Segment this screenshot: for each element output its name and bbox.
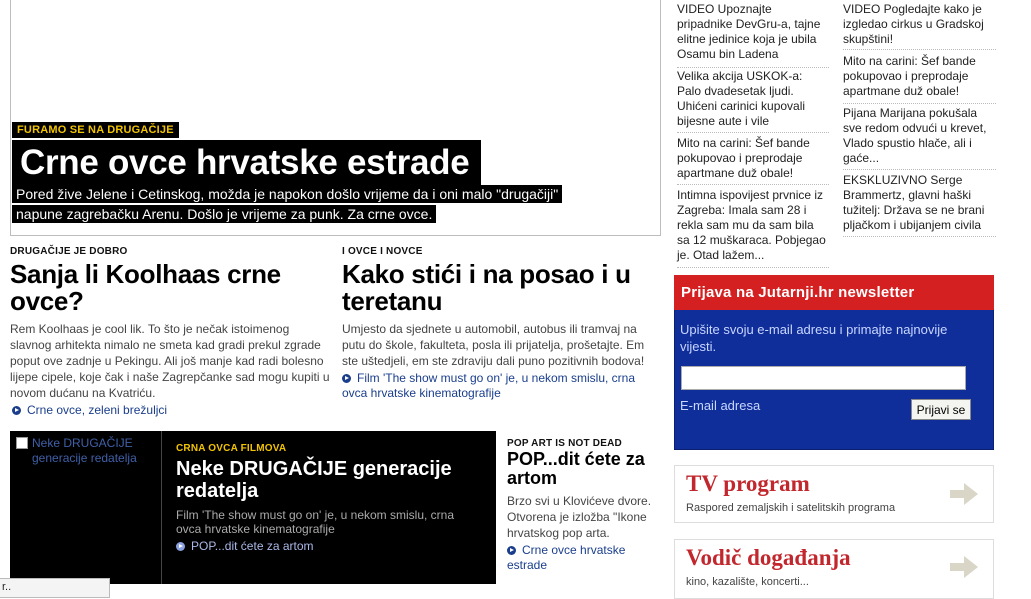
article-left-kicker: DRUGAČIJE JE DOBRO: [10, 246, 128, 257]
thumbnail-alt-text[interactable]: Neke DRUGAČIJE generacije redatelja: [32, 436, 137, 465]
news-link[interactable]: Pijana Marijana pokušala sve redom odvući u krevet, Vlado spustio hlače, ali i gaće...: [843, 106, 996, 170]
news-link[interactable]: Mito na carini: Šef bande pokupovao i preprodaje apartmane duž obale!: [843, 54, 996, 104]
hero-kicker: FURAMO SE NA DRUGAČIJE: [12, 122, 179, 138]
event-guide-title[interactable]: Vodič događanja: [686, 545, 851, 570]
news-link[interactable]: Mito na carini: Šef bande pokupovao i preprodaje apartmane duž obale!: [677, 136, 829, 185]
tv-program-subtitle: Raspored zemaljskih i satelitskih programa: [686, 502, 896, 514]
article-right-body: Umjesto da sjednete u automobil, autobus ili tramvaj na putu do škole, fakulteta, posla ili prijatelja, prošetajte. Em ste uštedjeli, em ste zdraviju dali puno pozitivnih bodova!: [342, 322, 645, 368]
related-link-text[interactable]: Crne ovce, zeleni brežuljci: [27, 403, 168, 417]
news-link[interactable]: Intimna ispovijest prvnice iz Zagreba: Imala sam 28 i rekla sam mu da sam bila sa 12 muškaraca. Pobjegao je. Otad lažem...: [677, 188, 829, 268]
bullet-arrow-icon: [342, 374, 351, 383]
hero-subtitle-text: Pored žive Jelene i Cetinskog, možda je napokon došlo vrijeme da i oni malo "drugačiji" napune zagrebačku Arenu. Došlo je vrijeme za punk. Za crne ovce.: [12, 185, 562, 223]
news-link[interactable]: EKSKLUZIVNO Serge Brammertz, glavni haški tužitelj: Država se ne brani pljačkom i ubijanjem civila: [843, 173, 996, 237]
event-guide-subtitle: kino, kazalište, koncerti...: [686, 576, 809, 588]
article-right-kicker: I OVCE I NOVCE: [342, 246, 423, 257]
newsletter-title: Prijava na Jutarnji.hr newsletter: [681, 284, 915, 301]
hero-subtitle: [12, 184, 597, 224]
related-link-text[interactable]: Crne ovce hrvatske estrade: [507, 543, 626, 572]
article-pop-title[interactable]: POP...dit ćete za artom: [507, 449, 645, 488]
article-right-title[interactable]: Kako stići i na posao i u teretanu: [342, 259, 631, 316]
broken-image-icon: [16, 437, 28, 449]
news-link[interactable]: VIDEO Pogledajte kako je izgledao cirkus u Gradskoj skupštini!: [843, 2, 996, 50]
tv-program-title[interactable]: TV program: [686, 471, 810, 496]
hero-title[interactable]: Crne ovce hrvatske estrade: [12, 140, 481, 187]
bullet-arrow-icon: [12, 406, 21, 415]
black-box-title[interactable]: Neke DRUGAČIJE generacije redatelja: [176, 458, 452, 502]
article-left-related-link[interactable]: [12, 403, 167, 418]
black-box-kicker: CRNA OVCA FILMOVA: [176, 443, 287, 454]
arrow-right-icon[interactable]: [948, 480, 980, 508]
newsletter-email-input[interactable]: [681, 366, 966, 390]
article-pop-kicker: POP ART IS NOT DEAD: [507, 438, 622, 449]
newsletter-subscribe-button[interactable]: Prijavi se: [911, 399, 971, 420]
article-pop-body: Brzo svi u Klovićeve dvore. Otvorena je izložba "Ikone hrvatskog pop arta.: [507, 494, 652, 540]
arrow-right-icon[interactable]: [948, 553, 980, 581]
status-tooltip: r..: [0, 578, 110, 598]
article-pop-related-link[interactable]: [507, 543, 657, 573]
bullet-arrow-icon: [507, 546, 516, 555]
article-left-title[interactable]: Sanja li Koolhaas crne ovce?: [10, 259, 281, 316]
news-link[interactable]: Velika akcija USKOK-a: Palo dvadesetak ljudi. Uhićeni carinici kupovali bijesne aute i vile: [677, 68, 829, 133]
news-link[interactable]: VIDEO Upoznajte pripadnike DevGru-a, tajne elitne jedinice koja je ubila Osamu bin Ladena: [677, 2, 829, 68]
related-link-text[interactable]: POP...dit ćete za artom: [191, 539, 314, 553]
bullet-arrow-icon: [176, 542, 185, 551]
related-link-text[interactable]: Film 'The show must go on' je, u nekom smislu, crna ovca hrvatske kinematografije: [342, 371, 636, 400]
black-box-body: Film 'The show must go on' je, u nekom smislu, crna ovca hrvatske kinematografije: [176, 508, 455, 536]
black-box-related-link[interactable]: [176, 539, 314, 554]
newsletter-description: Upišite svoju e-mail adresu i primajte najnovije vijesti.: [680, 322, 948, 354]
article-right-related-link[interactable]: [342, 371, 660, 401]
article-left-body: Rem Koolhaas je cool lik. To što je nečak istoimenog slavnog arhitekta nimalo ne smeta kad gradi prekul zgrade poput ove zadnje u Pekingu. Ali još manje kad radi bolesno lijepe cipele, koje čak i naše Zagrepčanke sad mogu kupiti u novom dućanu na Kvatriću.: [10, 322, 330, 400]
newsletter-email-label: E-mail adresa: [680, 398, 761, 413]
